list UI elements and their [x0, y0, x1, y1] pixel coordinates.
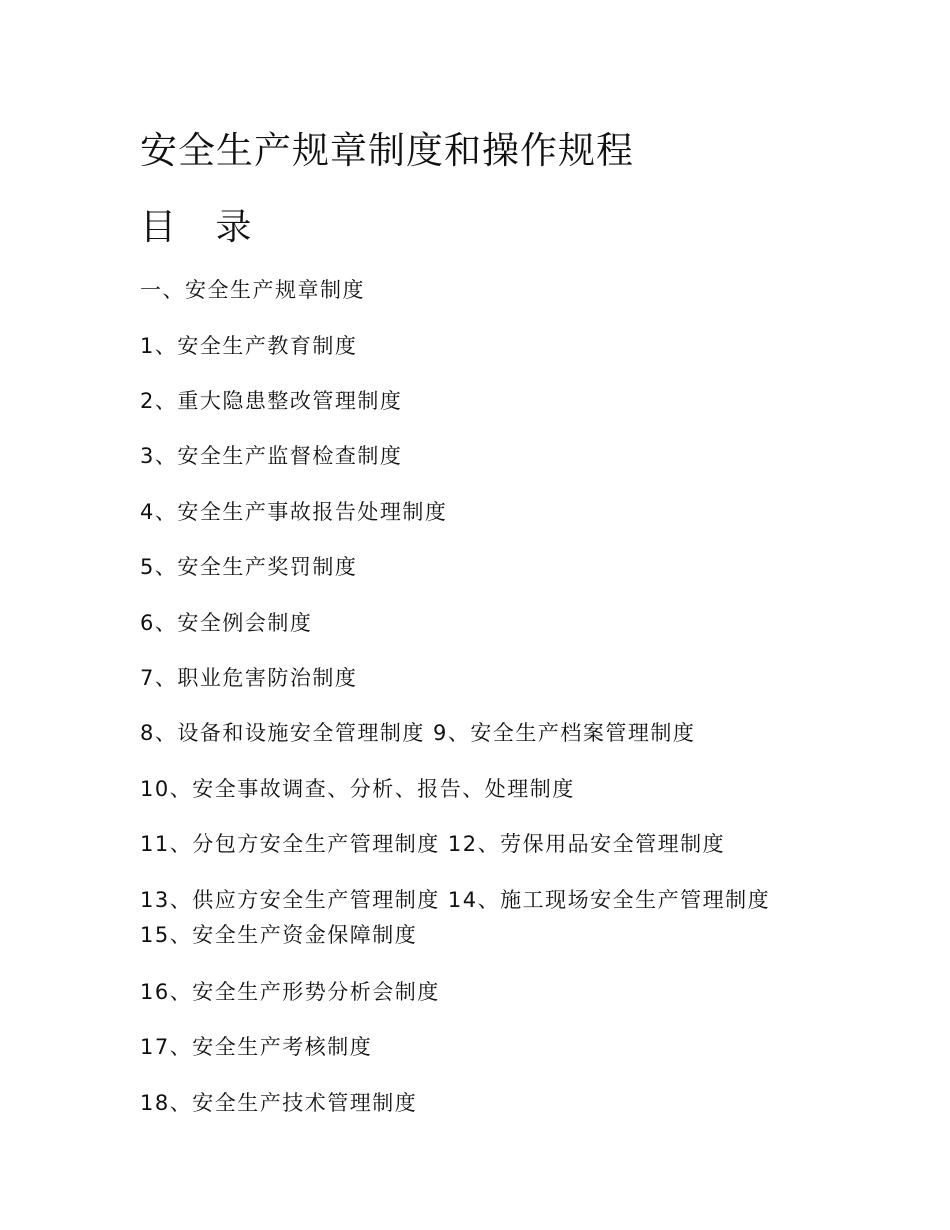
toc-item: 11、分包方安全生产管理制度 12、劳保用品安全管理制度	[140, 832, 726, 856]
toc-item: 1、安全生产教育制度	[140, 334, 358, 358]
toc-item: 4、安全生产事故报告处理制度	[140, 500, 448, 524]
toc-item: 8、设备和设施安全管理制度 9、安全生产档案管理制度	[140, 721, 696, 745]
toc-heading: 目 录	[140, 207, 266, 248]
toc-item: 16、安全生产形势分析会制度	[140, 980, 440, 1004]
toc-item: 17、安全生产考核制度	[140, 1035, 373, 1059]
document-title: 安全生产规章制度和操作规程	[140, 129, 634, 172]
toc-item: 13、供应方安全生产管理制度 14、施工现场安全生产管理制度 15、安全生产资金保障制度	[140, 888, 771, 947]
toc-item: 2、重大隐患整改管理制度	[140, 389, 403, 413]
toc-item: 18、安全生产技术管理制度	[140, 1091, 418, 1115]
toc-section-heading: 一、安全生产规章制度	[140, 278, 365, 302]
toc-item: 6、安全例会制度	[140, 611, 313, 635]
toc-item: 10、安全事故调查、分析、报告、处理制度	[140, 777, 575, 801]
toc-item: 5、安全生产奖罚制度	[140, 555, 358, 579]
toc-item: 3、安全生产监督检查制度	[140, 444, 403, 468]
toc-item: 7、职业危害防治制度	[140, 666, 358, 690]
